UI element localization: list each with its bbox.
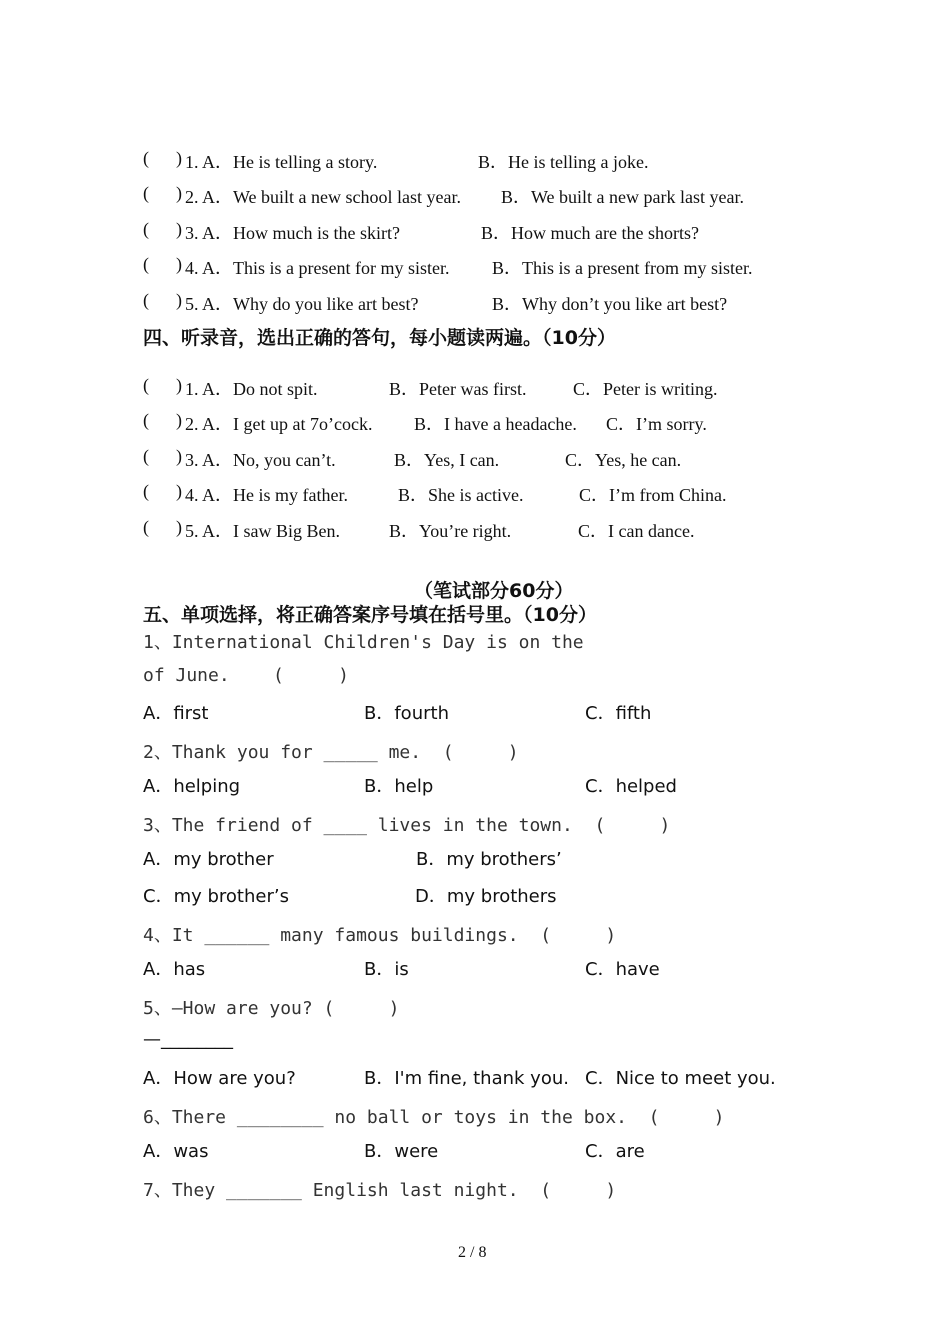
section-heading: 四、听录音，选出正确的答句，每小题读两遍。（10分） <box>143 327 616 349</box>
option-c: C．I can dance. <box>578 521 695 541</box>
option-a: 3. A．No, you can’t. <box>185 450 336 470</box>
option-b: B．help <box>364 776 434 797</box>
option-b: B．We built a new park last year. <box>501 187 744 207</box>
option-a: A．helping <box>143 776 241 797</box>
option-b: B．He is telling a joke. <box>478 152 649 172</box>
question-text: 2、Thank you for _____ me. ( ) <box>143 742 519 763</box>
option-c: C．are <box>585 1141 645 1162</box>
option-b: B．She is active. <box>398 485 524 505</box>
answer-paren: ( ) <box>143 481 182 501</box>
question-text: 5、—How are you? ( ) <box>143 998 400 1019</box>
page-number: 2 / 8 <box>458 1244 487 1261</box>
option-c: C．I’m sorry. <box>606 414 707 434</box>
option-a: 3. A．How much is the skirt? <box>185 223 400 243</box>
answer-paren: ( ) <box>143 410 182 430</box>
option-a: A．first <box>143 703 209 724</box>
option-b: B．This is a present from my sister. <box>492 258 753 278</box>
option-b: B．were <box>364 1141 439 1162</box>
option-a: A．has <box>143 959 206 980</box>
option-c: C．Peter is writing. <box>573 379 718 399</box>
option-a: 5. A．Why do you like art best? <box>185 294 419 314</box>
option-b: B．is <box>364 959 409 980</box>
answer-blank: —________ <box>143 1029 233 1050</box>
option-a: A．How are you? <box>143 1068 296 1089</box>
option-c: C．Yes, he can. <box>565 450 682 470</box>
option-a: 4. A．This is a present for my sister. <box>185 258 450 278</box>
option-b: B．Peter was first. <box>389 379 527 399</box>
option-a: 1. A．Do not spit. <box>185 379 318 399</box>
answer-paren: ( ) <box>143 290 182 310</box>
answer-paren: ( ) <box>143 517 182 537</box>
question-text: 4、It ______ many famous buildings. ( ) <box>143 925 617 946</box>
option-c: C．I’m from China. <box>579 485 727 505</box>
option-c: C．have <box>585 959 660 980</box>
option-b: B．Why don’t you like art best? <box>492 294 728 314</box>
option-b: B．You’re right. <box>389 521 512 541</box>
option-b: B．How much are the shorts? <box>481 223 699 243</box>
option-a: 4. A．He is my father. <box>185 485 348 505</box>
question-text: of June. ( ) <box>143 665 349 686</box>
question-text: 1、International Children's Day is on the <box>143 632 584 653</box>
option-c: C．fifth <box>585 703 652 724</box>
question-text: 3、The friend of ____ lives in the town. ( ) <box>143 815 671 836</box>
section-heading: 五、单项选择，将正确答案序号填在括号里。（10分） <box>143 604 597 626</box>
option-a: A．was <box>143 1141 209 1162</box>
option-a: 2. A．I get up at 7o’cock. <box>185 414 373 434</box>
option-b: B．my brothers’ <box>416 849 562 870</box>
option-a: 1. A．He is telling a story. <box>185 152 378 172</box>
option-c: C．my brother’s <box>143 886 289 907</box>
option-d: D．my brothers <box>415 886 557 907</box>
question-text: 7、They _______ English last night. ( ) <box>143 1180 617 1201</box>
option-c: C．Nice to meet you. <box>585 1068 776 1089</box>
answer-paren: ( ) <box>143 375 182 395</box>
option-c: C．helped <box>585 776 677 797</box>
answer-paren: ( ) <box>143 183 182 203</box>
answer-paren: ( ) <box>143 219 182 239</box>
option-a: A．my brother <box>143 849 274 870</box>
answer-paren: ( ) <box>143 254 182 274</box>
option-b: B．I have a headache. <box>414 414 577 434</box>
written-part-title: （笔试部分60分） <box>414 580 574 602</box>
option-b: B．I'm fine, thank you. <box>364 1068 569 1089</box>
answer-paren: ( ) <box>143 446 182 466</box>
option-b: B．fourth <box>364 703 449 724</box>
question-text: 6、There ________ no ball or toys in the box. ( ) <box>143 1107 725 1128</box>
option-b: B．Yes, I can. <box>394 450 500 470</box>
answer-paren: ( ) <box>143 148 182 168</box>
option-a: 5. A．I saw Big Ben. <box>185 521 340 541</box>
option-a: 2. A．We built a new school last year. <box>185 187 461 207</box>
